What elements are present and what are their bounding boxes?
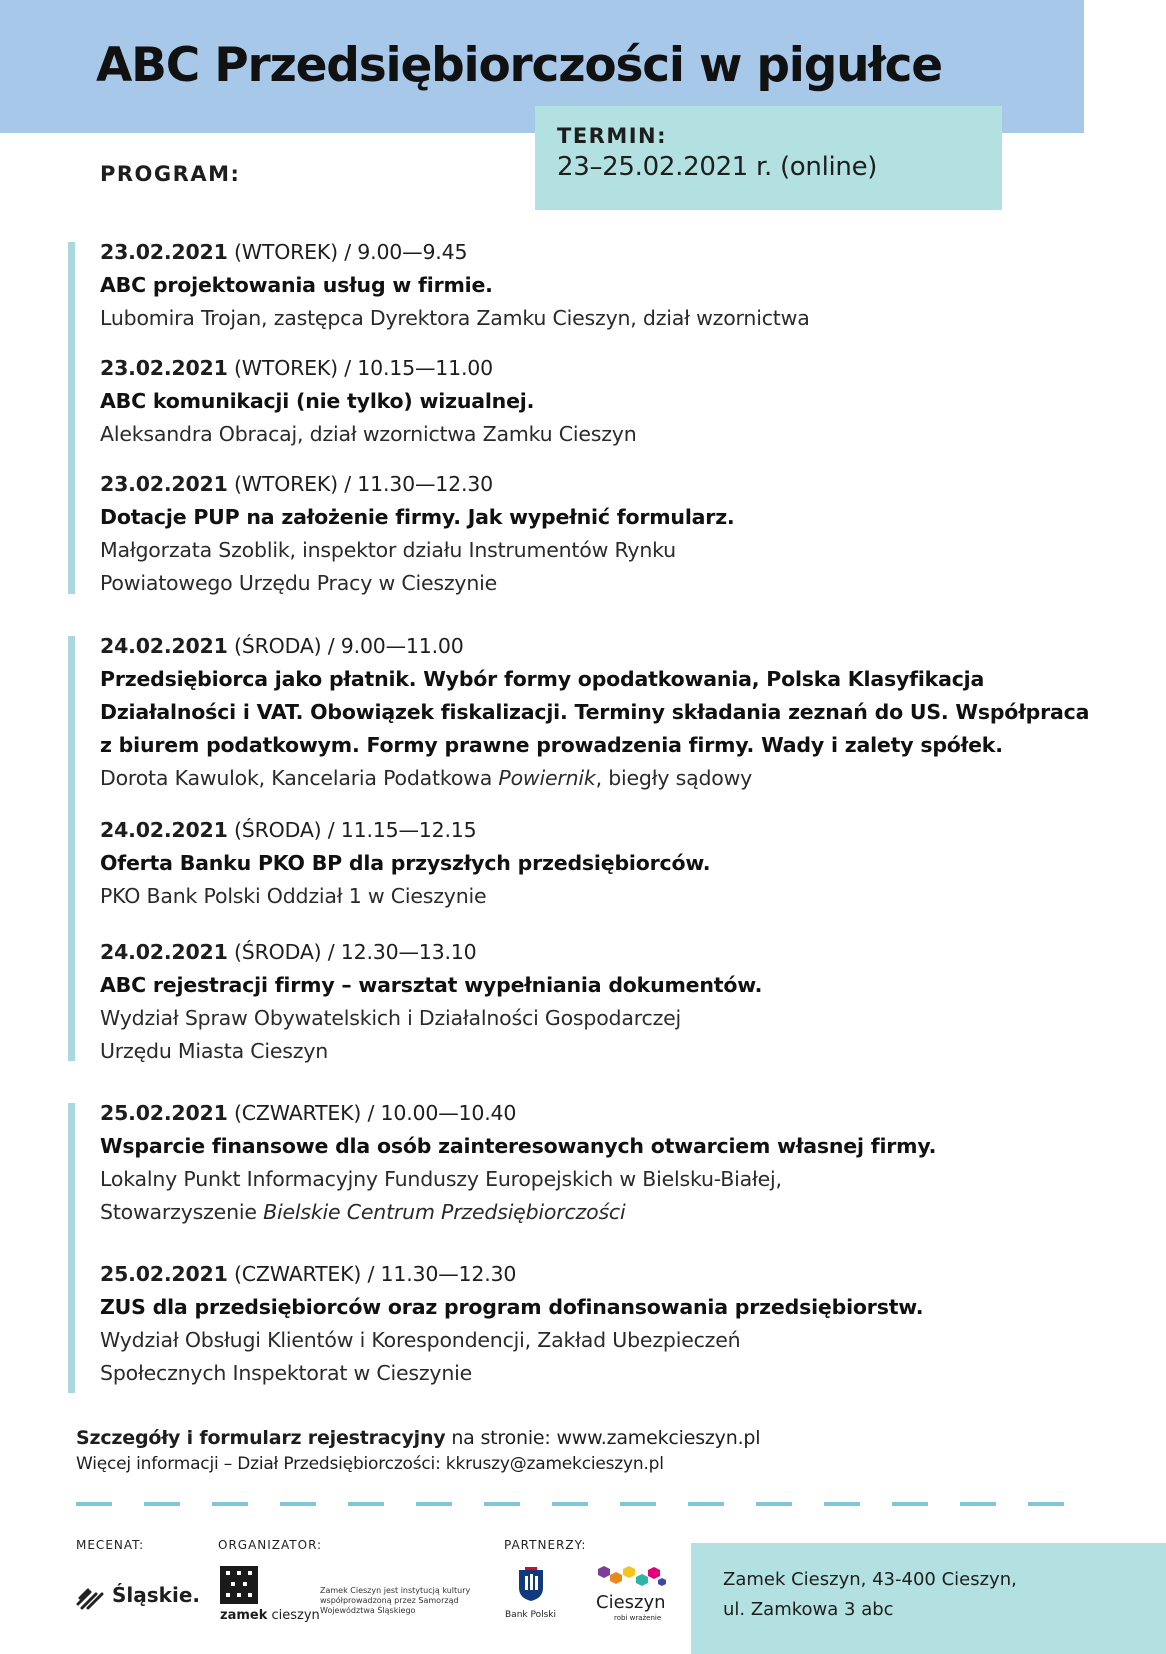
session-speaker [100,762,1140,795]
session-speaker: Wydział Obsługi Klientów i Korespondencji, Zakład Ubezpieczeń [100,1328,741,1352]
session-title: Wsparcie finansowe dla osób zainteresowanych otwarciem własnej firmy. [100,1134,937,1158]
session-time: (CZWARTEK) / 10.00—10.40 [227,1101,517,1125]
session-date: 23.02.2021 [100,472,228,496]
contact-line[interactable]: Więcej informacji – Dział Przedsiębiorczości: kkruszy@zamekcieszyn.pl [76,1454,664,1474]
session-date-line [100,1258,1140,1291]
registration-line [76,1425,760,1451]
cieszyn-tagline: robi wrażenie [614,1614,662,1622]
session-date: 25.02.2021 [100,1262,228,1286]
session-speaker: Małgorzata Szoblik, inspektor działu Instrumentów Rynku [100,538,676,562]
registration-details [76,1425,760,1477]
session-speaker: Wydział Spraw Obywatelskich i Działalności Gospodarczej [100,1006,682,1030]
pko-mark-icon [516,1566,546,1602]
page-title: ABC Przedsiębiorczości w pigułce [96,38,942,93]
session-speaker [100,1196,1140,1229]
session-item [100,814,1140,913]
zamek-note-line: współprowadzoną przez Samorząd [320,1596,459,1605]
zamek-logo-rest: cieszyn [267,1608,320,1623]
session-title: Dotacje PUP na założenie firmy. Jak wypełnić formularz. [100,505,735,529]
session-speaker: Powiatowego Urzędu Pracy w Cieszynie [100,571,498,595]
term-value: 23–25.02.2021 r. (online) [557,152,878,182]
session-item [100,936,1140,1068]
session-time: (CZWARTEK) / 11.30—12.30 [227,1262,517,1286]
registration-bold: Szczegóły i formularz rejestracyjny [76,1427,446,1449]
castle-icon [220,1566,258,1604]
zamek-cieszyn-logo [220,1566,320,1626]
session-speaker: Lokalny Punkt Informacyjny Funduszy Europejskich w Bielsku-Białej, [100,1167,782,1191]
session-time: (ŚRODA) / 11.15—12.15 [227,818,477,842]
session-item [100,468,1140,600]
speaker-italic: Bielskie Centrum Przedsiębiorczości [263,1200,626,1224]
session-time: (WTOREK) / 9.00—9.45 [227,240,468,264]
address-line: ul. Zamkowa 3 abc [723,1599,894,1620]
zamek-logo-bold: zamek [220,1608,268,1623]
term-box [535,106,1002,210]
zamek-logo-text [220,1608,320,1623]
session-date: 24.02.2021 [100,634,228,658]
session-title: ZUS dla przedsiębiorców oraz program dofinansowania przedsiębiorstw. [100,1295,924,1319]
session-time: (WTOREK) / 11.30—12.30 [227,472,493,496]
address-line: Zamek Cieszyn, 43-400 Cieszyn, [723,1569,1017,1590]
session-title: Działalności i VAT. Obowiązek fiskalizacji. Terminy składania zeznań do US. Współpraca [100,700,1090,724]
session-date-line [100,630,1140,663]
session-time: (ŚRODA) / 9.00—11.00 [227,634,464,658]
pko-logo [505,1566,561,1626]
mecenat-label: MECENAT: [76,1538,145,1552]
cieszyn-hexagons-icon [596,1564,668,1592]
slaskie-mark-icon [76,1582,106,1610]
day2-accent-bar [68,636,75,1061]
session-date: 25.02.2021 [100,1101,228,1125]
zamek-note-line: Województwa Śląskiego [320,1606,416,1615]
program-label: PROGRAM: [100,162,241,186]
session-date: 23.02.2021 [100,356,228,380]
speaker-italic: Powiernik [498,766,596,790]
session-item [100,1097,1140,1229]
term-label: TERMIN: [557,124,668,148]
address-box [691,1543,1166,1654]
pko-logo-text: Bank Polski [505,1610,556,1620]
organizator-label: ORGANIZATOR: [218,1538,323,1552]
session-date: 23.02.2021 [100,240,228,264]
registration-link-text[interactable]: na stronie: www.zamekcieszyn.pl [445,1427,761,1449]
day3-accent-bar [68,1103,75,1393]
session-item [100,630,1140,795]
slaskie-logo-text: Śląskie. [112,1583,200,1607]
session-title: ABC rejestracji firmy – warsztat wypełniania dokumentów. [100,973,763,997]
zamek-note-line: Zamek Cieszyn jest instytucją kultury [320,1586,471,1595]
session-speaker: PKO Bank Polski Oddział 1 w Cieszynie [100,884,487,908]
session-speaker: Aleksandra Obracaj, dział wzornictwa Zamku Cieszyn [100,422,637,446]
session-date: 24.02.2021 [100,940,228,964]
session-item [100,1258,1140,1390]
speaker-text: Stowarzyszenie [100,1200,264,1224]
session-speaker: Społecznych Inspektorat w Cieszynie [100,1361,473,1385]
cieszyn-logo [594,1564,670,1626]
zamek-note [320,1586,470,1616]
session-time: (WTOREK) / 10.15—11.00 [227,356,493,380]
speaker-text: , biegły sądowy [595,766,753,790]
session-time: (ŚRODA) / 12.30—13.10 [227,940,477,964]
session-date: 24.02.2021 [100,818,228,842]
slaskie-logo [76,1582,200,1612]
day1-accent-bar [68,242,75,594]
session-item [100,352,1140,451]
session-item [100,236,1140,335]
session-title: Oferta Banku PKO BP dla przyszłych przedsiębiorców. [100,851,711,875]
speaker-text: Dorota Kawulok, Kancelaria Podatkowa [100,766,499,790]
session-date-line [100,1097,1140,1130]
session-title: ABC komunikacji (nie tylko) wizualnej. [100,389,535,413]
session-date-line [100,236,1140,269]
session-speaker: Urzędu Miasta Cieszyn [100,1039,329,1063]
session-date-line [100,936,1140,969]
cieszyn-logo-text: Cieszyn [596,1592,666,1613]
session-date-line [100,468,1140,501]
session-date-line [100,352,1140,385]
dashed-divider [76,1502,1076,1506]
session-date-line [100,814,1140,847]
session-title: Przedsiębiorca jako płatnik. Wybór formy opodatkowania, Polska Klasyfikacja [100,667,985,691]
session-title: z biurem podatkowym. Formy prawne prowadzenia firmy. Wady i zalety spółek. [100,733,1003,757]
session-title: ABC projektowania usług w firmie. [100,273,493,297]
partnerzy-label: PARTNERZY: [504,1538,587,1552]
session-speaker: Lubomira Trojan, zastępca Dyrektora Zamku Cieszyn, dział wzornictwa [100,306,810,330]
